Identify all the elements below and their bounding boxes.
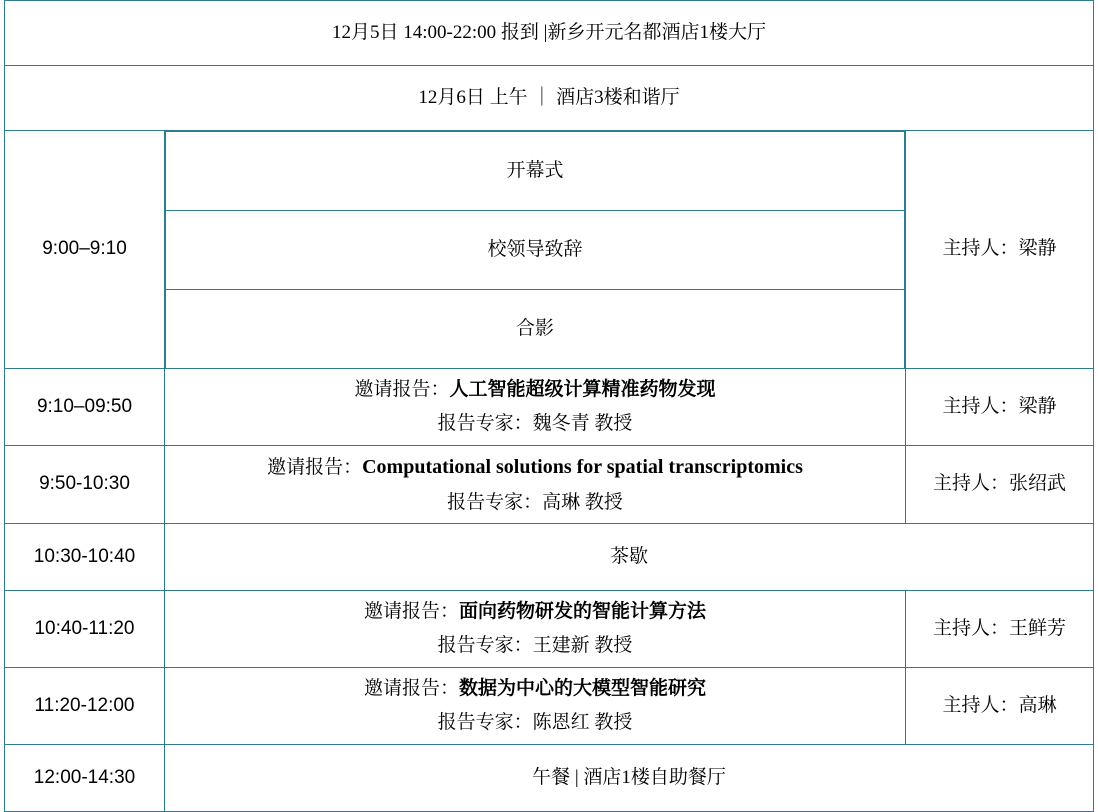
opening-item-ceremony: 开幕式	[166, 132, 905, 211]
opening-item-row	[166, 211, 905, 290]
session-title: 人工智能超级计算精准药物发现	[449, 378, 716, 400]
tea-break-label: 茶歇	[165, 524, 1094, 591]
table-row-session	[5, 369, 1094, 446]
session-speaker-line	[169, 632, 901, 661]
session-time: 9:50-10:30	[5, 446, 165, 524]
lunch-time: 12:00-14:30	[5, 745, 165, 812]
opening-item-row	[166, 290, 905, 369]
session-title-line	[169, 376, 901, 405]
session-title-line	[169, 452, 901, 483]
session-speaker: 陈恩红 教授	[532, 712, 633, 733]
checkin-banner: 12月5日 14:00-22:00 报到 |新乡开元名都酒店1楼大厅	[5, 1, 1094, 66]
session-speaker-label: 报告专家：	[437, 413, 533, 434]
session-speaker-label: 报告专家：	[447, 491, 543, 513]
opening-item-photo: 合影	[166, 290, 905, 369]
table-row-tea-break	[5, 524, 1094, 591]
session-speaker-line	[169, 709, 901, 738]
session-speaker-line	[169, 489, 901, 518]
session-time: 9:10–09:50	[5, 369, 165, 446]
session-speaker-label: 报告专家：	[437, 635, 533, 656]
table-row-session	[5, 668, 1094, 745]
table-row-session	[5, 591, 1094, 668]
session-speaker-line	[169, 410, 901, 439]
session-label: 邀请报告：	[363, 600, 459, 622]
session-content	[165, 668, 906, 745]
session-speaker: 王建新 教授	[532, 635, 633, 656]
session-speaker: 魏冬青 教授	[532, 413, 633, 434]
session-title: 数据为中心的大模型智能研究	[458, 677, 706, 699]
opening-item-row	[166, 132, 905, 211]
tea-break-time: 10:30-10:40	[5, 524, 165, 591]
session-content	[165, 591, 906, 668]
session-label: 邀请报告：	[267, 457, 363, 478]
table-row-lunch	[5, 745, 1094, 812]
opening-host: 主持人：梁静	[905, 131, 1093, 369]
lunch-label: 午餐 | 酒店1楼自助餐厅	[165, 745, 1094, 812]
session-content	[165, 446, 906, 524]
session-title-line	[169, 675, 901, 704]
session-label: 邀请报告：	[363, 677, 459, 699]
schedule-table	[4, 0, 1094, 812]
session-host: 主持人：高琳	[905, 668, 1093, 745]
table-row-opening	[5, 131, 1094, 369]
session-host: 主持人：梁静	[905, 369, 1093, 446]
opening-time: 9:00–9:10	[5, 131, 165, 369]
session-label: 邀请报告：	[354, 378, 450, 400]
session-time: 10:40-11:20	[5, 591, 165, 668]
session-title: 面向药物研发的智能计算方法	[458, 600, 706, 622]
session-speaker-label: 报告专家：	[437, 712, 533, 733]
table-row-checkin	[5, 1, 1094, 66]
session-title-line	[169, 598, 901, 627]
table-row-morning	[5, 66, 1094, 131]
session-content	[165, 369, 906, 446]
session-speaker: 高琳 教授	[542, 491, 623, 513]
session-title: Computational solutions for spatial transcriptomics	[362, 456, 803, 478]
opening-item-speech: 校领导致辞	[166, 211, 905, 290]
session-host: 主持人：张绍武	[905, 446, 1093, 524]
opening-items	[165, 131, 906, 369]
opening-inner-table	[165, 131, 905, 368]
table-row-session	[5, 446, 1094, 524]
morning-banner: 12月6日 上午 ｜ 酒店3楼和谐厅	[5, 66, 1094, 131]
session-host: 主持人：王鲜芳	[905, 591, 1093, 668]
session-time: 11:20-12:00	[5, 668, 165, 745]
